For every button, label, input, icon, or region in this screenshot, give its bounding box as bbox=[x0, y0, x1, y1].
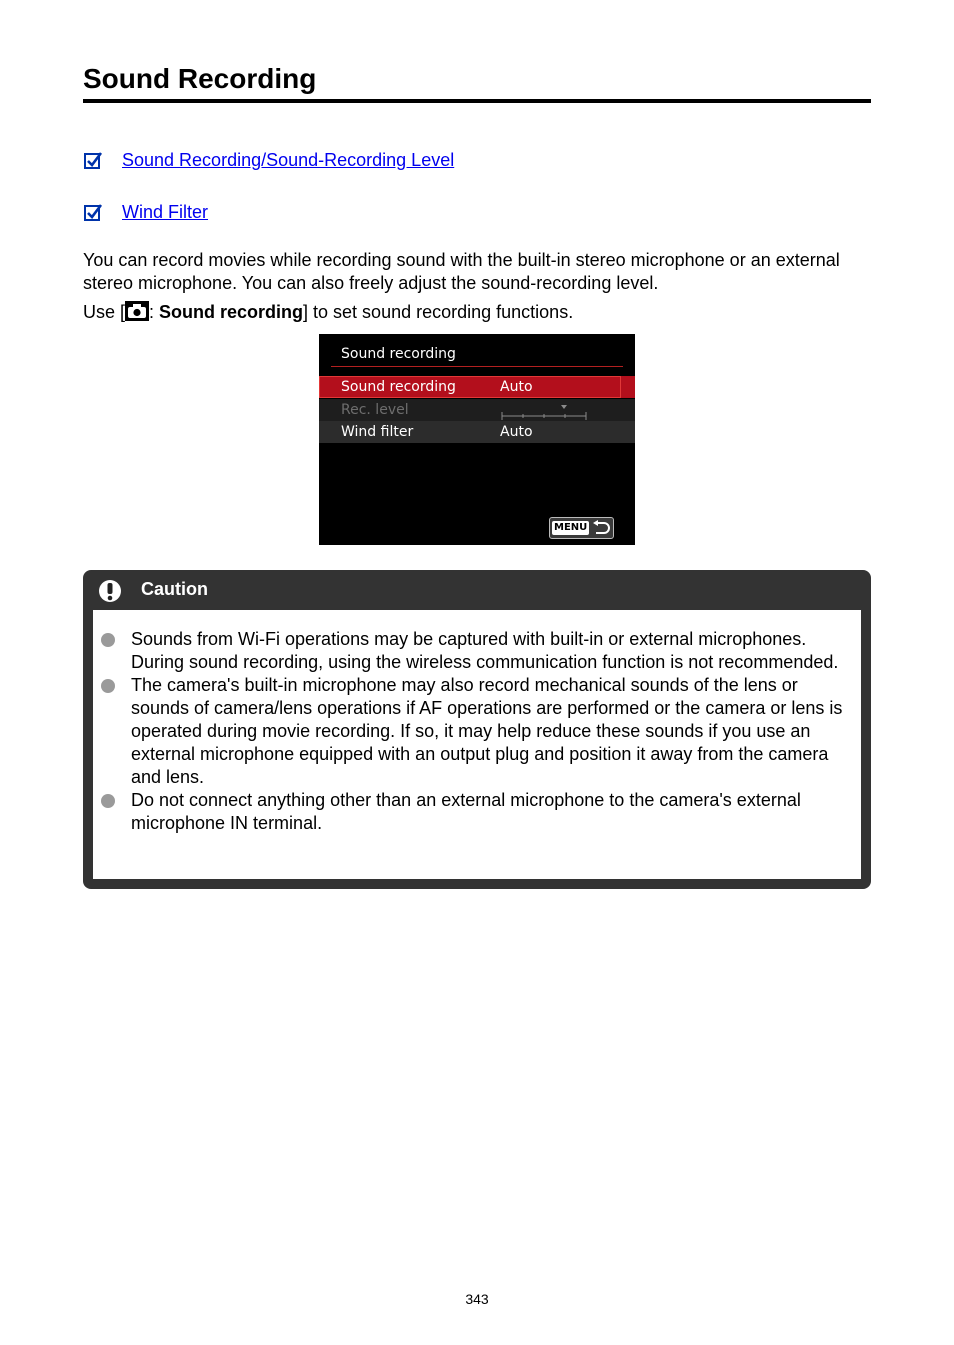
menu-row-value: Auto bbox=[500, 424, 533, 440]
intro-paragraph: You can record movies while recording sound with the built-in stereo microphone or an external stereo microphone. You can also freely adjust the sound-recording level. bbox=[83, 250, 840, 293]
caution-header bbox=[83, 570, 871, 610]
usage-instruction bbox=[83, 301, 843, 324]
page-number: 343 bbox=[465, 1291, 489, 1307]
toc-link-label[interactable]: Sound Recording/Sound-Recording Level bbox=[122, 150, 455, 170]
title-rule bbox=[83, 99, 871, 103]
menu-row-wind-filter bbox=[319, 421, 635, 443]
list-item bbox=[93, 674, 861, 789]
camera-menu-screenshot bbox=[319, 334, 635, 545]
caution-box bbox=[83, 570, 871, 889]
menu-row-sound-recording bbox=[319, 376, 635, 398]
usage-menu-name: Sound recording bbox=[159, 302, 304, 322]
bullet-icon bbox=[101, 679, 115, 693]
usage-prefix: Use [ bbox=[83, 302, 126, 322]
toc-link-wind-filter[interactable] bbox=[83, 202, 208, 223]
menu-row-value: Auto bbox=[500, 379, 533, 395]
checkmark-icon bbox=[83, 151, 103, 171]
bullet-icon bbox=[101, 794, 115, 808]
checkmark-icon bbox=[83, 203, 103, 223]
menu-row-label: Sound recording bbox=[341, 379, 456, 395]
page-title: Sound Recording bbox=[83, 63, 317, 94]
menu-row-label: Wind filter bbox=[341, 424, 414, 440]
usage-colon: : bbox=[149, 302, 160, 322]
toc-link-label[interactable]: Wind Filter bbox=[122, 202, 209, 222]
bullet-icon bbox=[101, 633, 115, 647]
caution-body bbox=[93, 610, 861, 879]
caution-item-text: Sounds from Wi-Fi operations may be captured with built-in or external microphones. During sound recording, using the wireless communication function is not recommended. bbox=[131, 629, 839, 672]
caution-item-text: The camera's built-in microphone may also record mechanical sounds of the lens or sounds of camera/lens operations if AF operations are performed or the camera or lens is operated during movie recording. If so, it may help reduce these sounds if you use an external microphone equipped with an output plug and position it away from the camera and lens. bbox=[131, 675, 843, 787]
menu-row-rec-level bbox=[319, 399, 635, 421]
camera-icon bbox=[125, 301, 149, 321]
toc-link-sound-recording-level[interactable] bbox=[83, 150, 454, 171]
menu-header-rule bbox=[331, 366, 623, 367]
level-scale-icon bbox=[500, 404, 588, 420]
warning-icon bbox=[98, 579, 122, 603]
list-item bbox=[93, 789, 861, 835]
caution-item-text: Do not connect anything other than an external microphone to the camera's external microphone IN terminal. bbox=[131, 790, 801, 833]
menu-header: Sound recording bbox=[341, 346, 456, 362]
menu-tag: MENU bbox=[554, 522, 588, 533]
menu-row-label: Rec. level bbox=[341, 402, 409, 418]
caution-title: Caution bbox=[141, 579, 208, 599]
return-arrow-icon bbox=[591, 520, 611, 536]
list-item bbox=[93, 628, 861, 674]
menu-back-button bbox=[549, 517, 614, 539]
usage-suffix: ] to set sound recording functions. bbox=[303, 302, 574, 322]
caution-list bbox=[93, 628, 861, 835]
